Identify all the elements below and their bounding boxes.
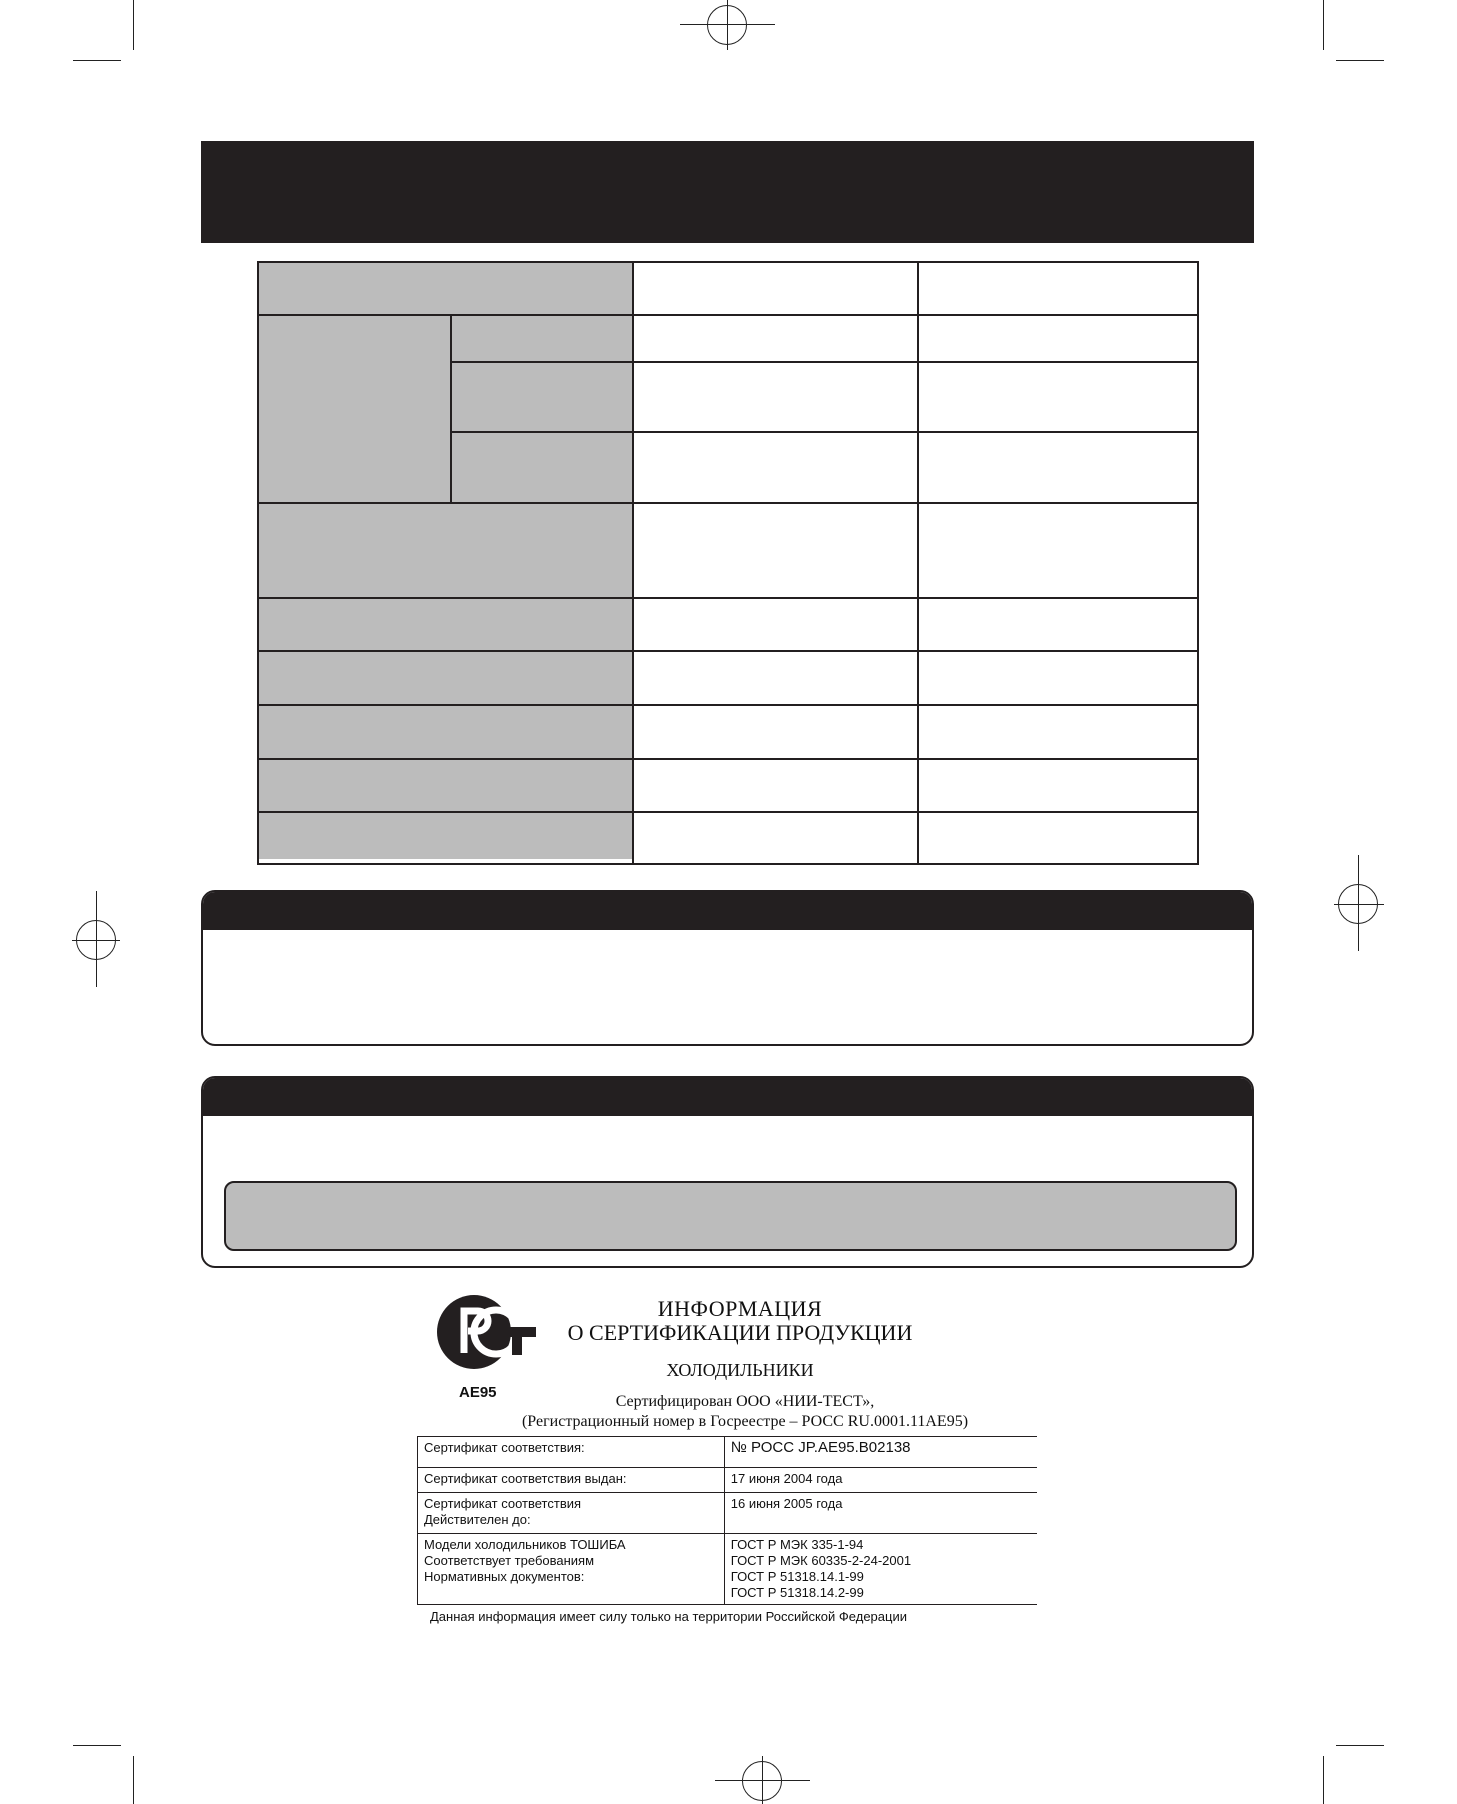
- certification-title: ИНФОРМАЦИЯ: [657, 1296, 823, 1321]
- row-label: Сертификат соответствия выдан:: [418, 1468, 725, 1493]
- section-header-band: [201, 141, 1254, 243]
- row-value: ГОСТ Р МЭК 335-1-94 ГОСТ Р МЭК 60335-2-24-2001 ГОСТ Р 51318.14.1-99 ГОСТ Р 51318.14.2-99: [724, 1534, 1037, 1605]
- registration-number: (Регистрационный номер в Госреестре – РОСС RU.0001.11АЕ95): [521, 1413, 969, 1430]
- table-row: [418, 1468, 1038, 1493]
- table-label-cell: [259, 263, 633, 315]
- highlight-panel: [224, 1181, 1237, 1251]
- table-sublabel-cell: [451, 315, 633, 503]
- certificate-table: [417, 1436, 1037, 1605]
- product-category: ХОЛОДИЛЬНИКИ: [666, 1360, 814, 1380]
- table-row: [418, 1437, 1038, 1468]
- certification-code: AE95: [459, 1384, 497, 1401]
- info-box-header: [203, 892, 1252, 930]
- certified-by: Сертифицирован ООО «НИИ-ТЕСТ»,: [615, 1393, 875, 1410]
- table-row: [418, 1534, 1038, 1605]
- pct-certification-icon: [436, 1291, 536, 1373]
- row-value: № РОСС JP.AE95.B02138: [724, 1437, 1037, 1468]
- table-row: [418, 1493, 1038, 1534]
- info-box-header: [203, 1078, 1252, 1116]
- table-label-cell: [259, 503, 633, 859]
- info-box: [201, 890, 1254, 1046]
- row-label: Модели холодильников ТОШИБА Соответствует требованиям Нормативных документов:: [418, 1534, 725, 1605]
- table-group-label-cell: [259, 315, 451, 503]
- specification-table: [257, 261, 1199, 865]
- row-value: 17 июня 2004 года: [724, 1468, 1037, 1493]
- row-label: Сертификат соответствия Действителен до:: [418, 1493, 725, 1534]
- info-box: [201, 1076, 1254, 1268]
- certification-subtitle: О СЕРТИФИКАЦИИ ПРОДУКЦИИ: [567, 1320, 913, 1345]
- territory-footnote: Данная информация имеет силу только на территории Российской Федерации: [430, 1609, 907, 1624]
- row-value: 16 июня 2005 года: [724, 1493, 1037, 1534]
- row-label: Сертификат соответствия:: [418, 1437, 725, 1468]
